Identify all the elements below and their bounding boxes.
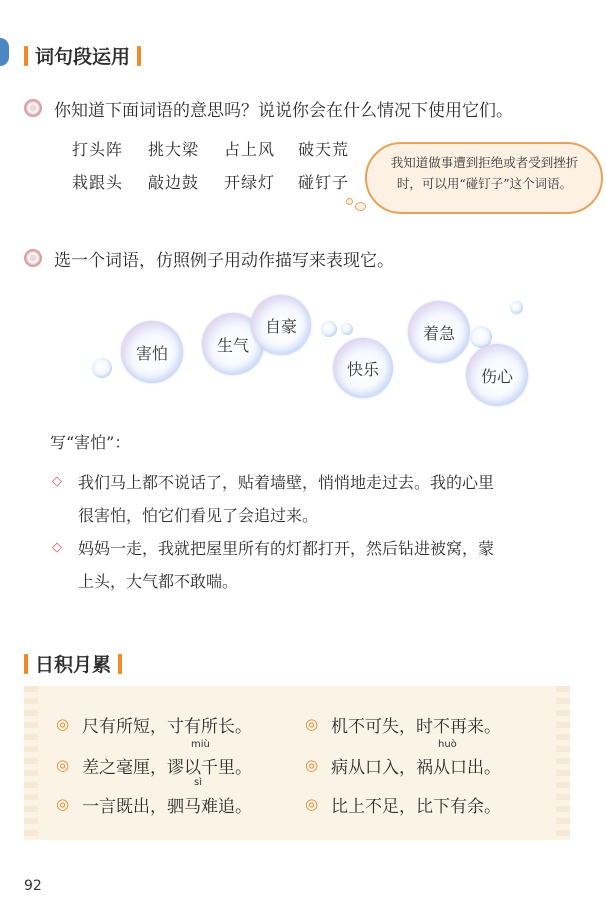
example-2-line-1: 妈妈一走，我就把屋里所有的灯都打开，然后钻进被窝，蒙 — [78, 539, 495, 558]
phrase: 破天荒 — [298, 140, 350, 159]
idiom: 病从口入，祸从口出。 — [331, 758, 501, 778]
small-bubble — [510, 301, 523, 314]
small-bubble — [92, 358, 112, 378]
thought-cloud-text: 我知道做事遭到拒绝或者受到挫折时，可以用“碰钉子”这个词语。 — [390, 155, 579, 191]
emotion-bubble: 生气 — [202, 313, 264, 375]
circle-bullet-icon: ◎ — [56, 756, 70, 774]
section-title: 词句段运用 — [35, 46, 131, 68]
circle-bullet-icon: ◎ — [56, 715, 70, 733]
idiom: 尺有所短，寸有所长。 — [82, 717, 252, 737]
phrase: 开绿灯 — [224, 173, 276, 192]
panel-edge-decoration — [24, 686, 38, 840]
heading-bar-left — [24, 654, 28, 674]
section-title: 日积月累 — [35, 654, 112, 676]
thought-dot — [355, 202, 366, 211]
write-label: 写“害怕”： — [50, 433, 131, 452]
question-1: 你知道下面词语的意思吗？说说你会在什么情况下使用它们。 — [54, 101, 513, 121]
heading-bar-right — [118, 654, 122, 674]
example-1-line-2: 很害怕，怕它们看见了会追过来。 — [78, 506, 319, 525]
phrase: 占上风 — [224, 140, 276, 159]
phrase: 敲边鼓 — [148, 173, 200, 192]
idiom: 机不可失，时不再来。 — [331, 717, 501, 737]
pinyin-annotation: miù — [191, 739, 210, 750]
question-2: 选一个词语，仿照例子用动作描写来表现它。 — [54, 251, 394, 271]
heading-bar-right — [137, 46, 141, 66]
diamond-bullet-icon: ◇ — [52, 474, 62, 489]
diamond-bullet-icon: ◇ — [52, 540, 62, 555]
circle-bullet-icon: ◎ — [305, 756, 319, 774]
pinyin-annotation: huò — [438, 739, 457, 750]
section-heading-rijiyuelei — [24, 650, 122, 677]
pinyin-annotation: sì — [194, 777, 202, 788]
thought-dot — [346, 198, 353, 205]
flower-bullet-icon — [24, 249, 42, 267]
panel-edge-decoration — [556, 686, 570, 840]
example-2-line-2: 上头，大气都不敢喘。 — [78, 572, 239, 591]
circle-bullet-icon: ◎ — [305, 795, 319, 813]
emotion-bubble: 伤心 — [466, 344, 528, 406]
idiom: 一言既出，驷马难追。 — [82, 797, 252, 817]
emotion-bubble: 快乐 — [333, 338, 393, 398]
page-number: 92 — [24, 878, 42, 894]
side-tab-marker — [0, 38, 9, 66]
circle-bullet-icon: ◎ — [305, 715, 319, 733]
emotion-bubble: 自豪 — [251, 295, 311, 355]
small-bubble — [341, 323, 353, 335]
emotion-bubble: 害怕 — [121, 321, 183, 383]
phrase: 打头阵 — [72, 140, 124, 159]
section-heading-ciju — [24, 42, 141, 69]
idiom: 比上不足，比下有余。 — [331, 797, 501, 817]
idiom: 差之毫厘，谬以千里。 — [82, 758, 252, 778]
phrase: 挑大梁 — [148, 140, 200, 159]
small-bubble — [321, 321, 337, 337]
flower-bullet-icon — [24, 99, 42, 117]
circle-bullet-icon: ◎ — [56, 795, 70, 813]
heading-bar-left — [24, 46, 28, 66]
phrase: 栽跟头 — [72, 173, 124, 192]
emotion-bubble: 着急 — [408, 301, 470, 363]
example-1-line-1: 我们马上都不说话了，贴着墙壁，悄悄地走过去。我的心里 — [78, 473, 495, 492]
phrase: 碰钉子 — [298, 173, 350, 192]
